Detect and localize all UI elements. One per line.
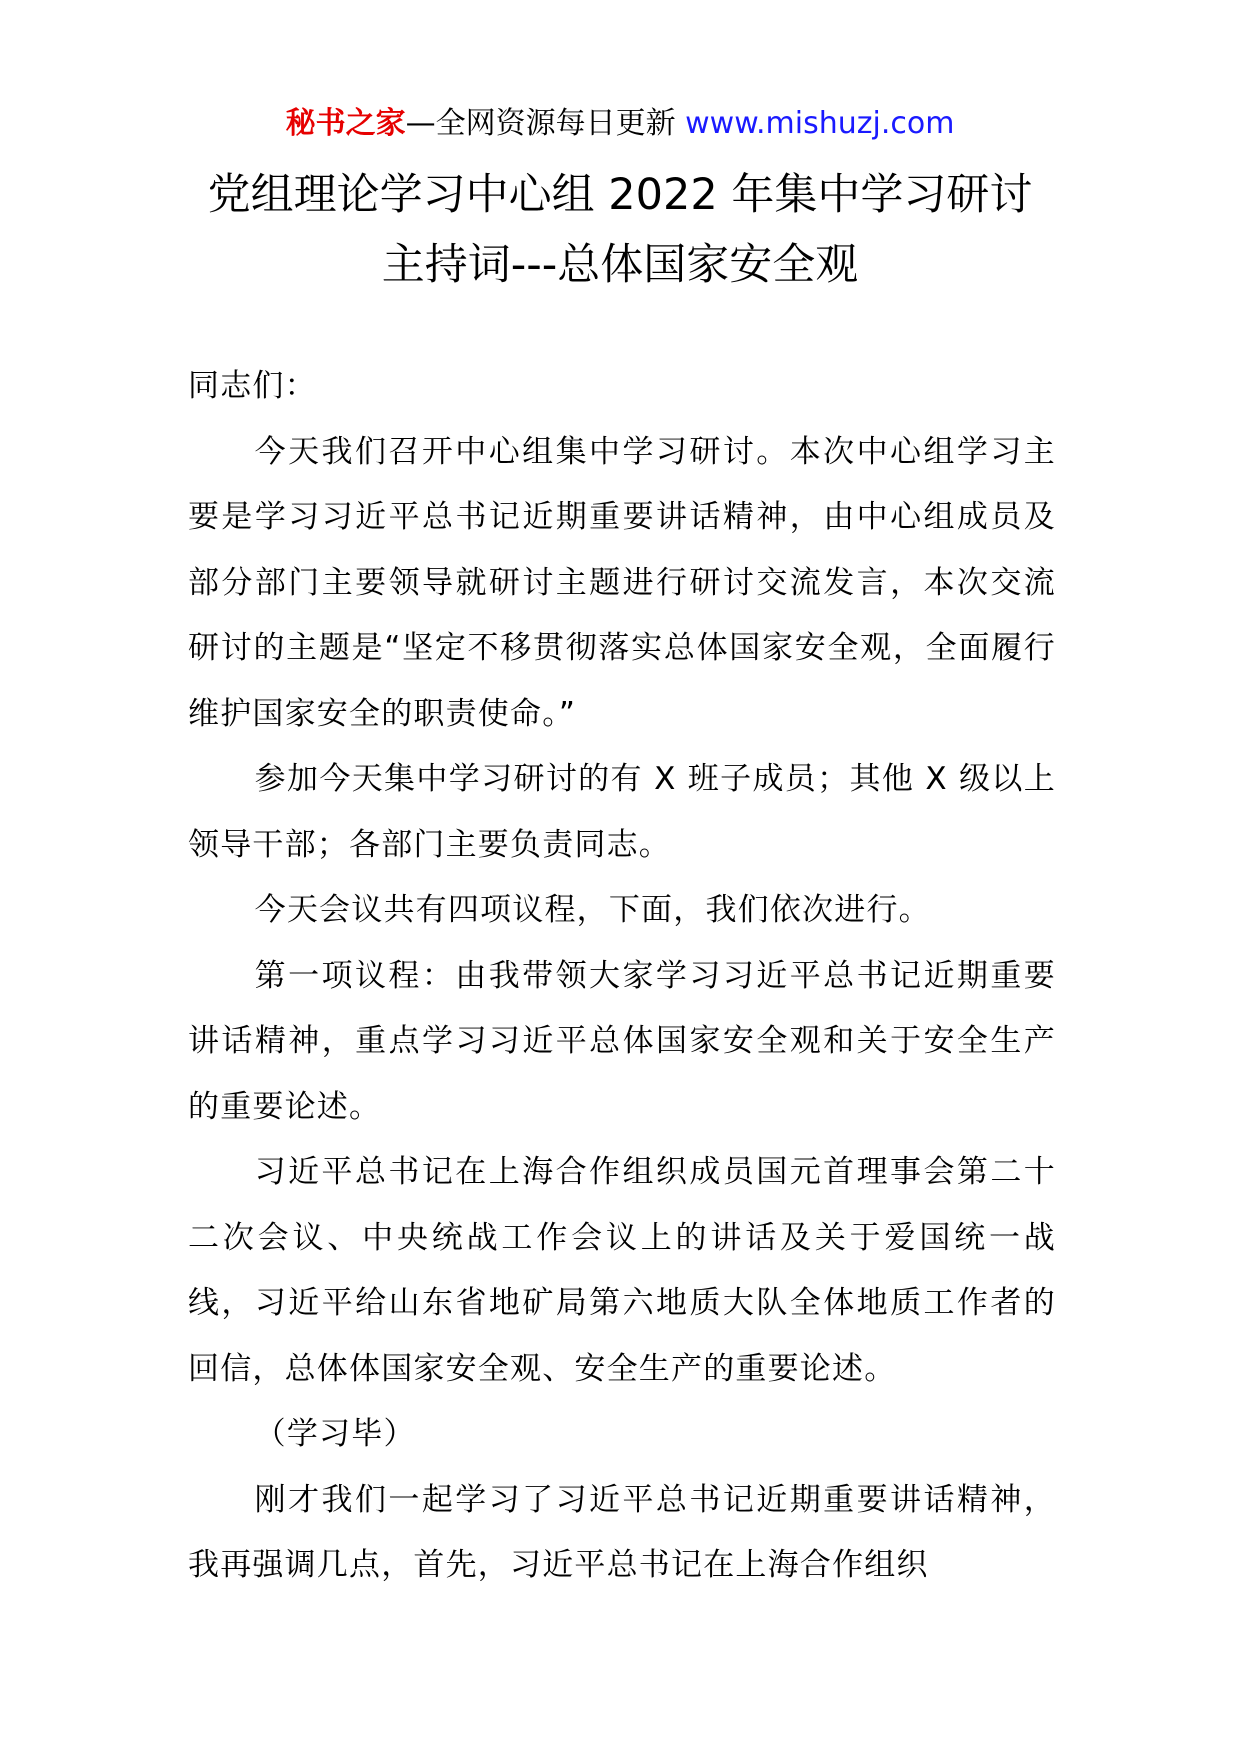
paragraph-remarks: 刚才我们一起学习了习近平总书记近期重要讲话精神，我再强调几点，首先，习近平总书记在上海合作组织 — [188, 1481, 1056, 1583]
paragraph-agenda: 今天会议共有四项议程，下面，我们依次进行。 — [254, 892, 931, 928]
paragraph-study-content: 习近平总书记在上海合作组织成员国元首理事会第二十二次会议、中央统战工作会议上的讲话及关于爱国统一战线，习近平给山东省地矿局第六地质大队全体地质工作者的回信，总体体国家安全观、安全生产的重要论述。 — [188, 1154, 1056, 1387]
brand-name: 秘书之家 — [285, 106, 406, 141]
paragraph-study-end: （学习毕） — [254, 1416, 416, 1452]
site-watermark-header — [0, 104, 1240, 144]
paragraph-attendees: 参加今天集中学习研讨的有 X 班子成员；其他 X 级以上领导干部；各部门主要负责同志。 — [188, 761, 1056, 863]
brand-url: www.mishuzj.com — [685, 106, 955, 141]
brand-tagline: —全网资源每日更新 — [405, 106, 686, 141]
title-line-2: 主持词---总体国家安全观 — [381, 240, 859, 290]
document-title — [0, 160, 1240, 300]
title-line-1: 党组理论学习中心组 2022 年集中学习研讨 — [207, 170, 1033, 220]
document-body — [188, 354, 1056, 1599]
salutation: 同志们： — [188, 368, 317, 404]
paragraph-agenda-item-1: 第一项议程：由我带领大家学习习近平总书记近期重要讲话精神，重点学习习近平总体国家安全观和关于安全生产的重要论述。 — [188, 957, 1056, 1125]
paragraph-opening: 今天我们召开中心组集中学习研讨。本次中心组学习主要是学习习近平总书记近期重要讲话精神，由中心组成员及部分部门主要领导就研讨主题进行研讨交流发言，本次交流研讨的主题是“坚定不移贯彻落实总体国家安全观，全面履行维护国家安全的职责使命。” — [188, 433, 1056, 732]
